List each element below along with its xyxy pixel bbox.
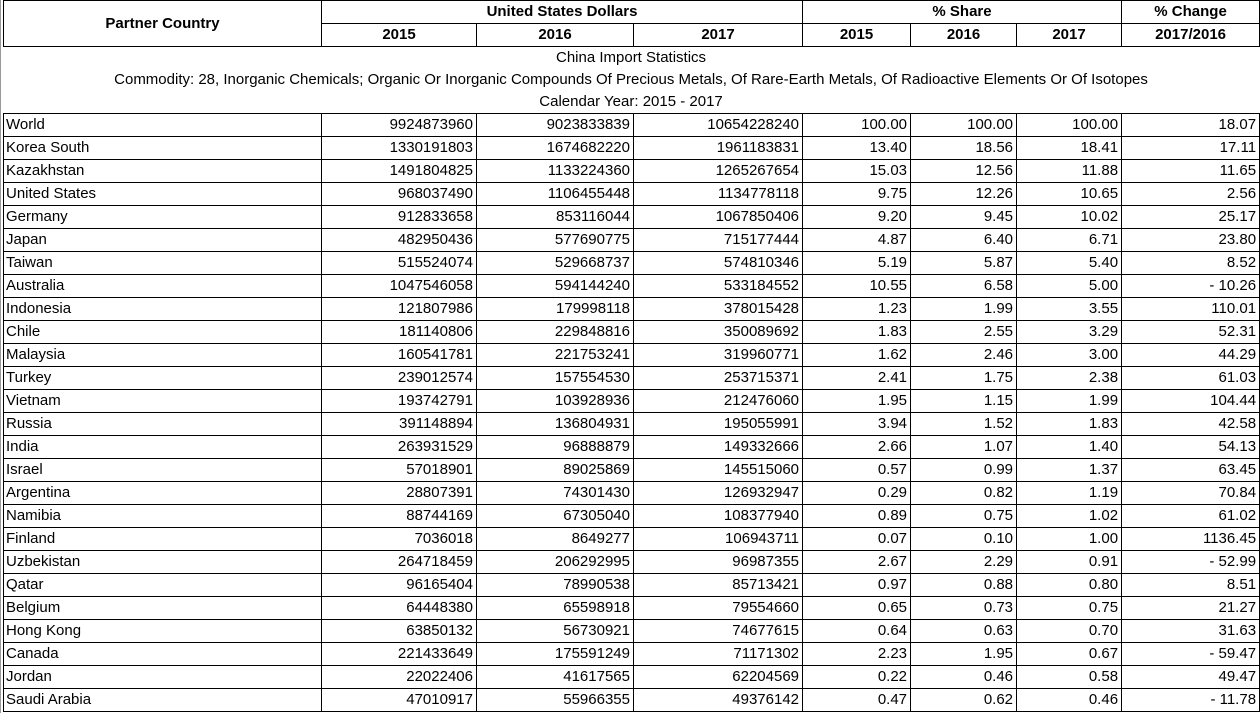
usd-2015-cell[interactable]: 968037490 bbox=[322, 183, 477, 206]
share-2017-cell[interactable]: 5.00 bbox=[1017, 275, 1122, 298]
country-cell[interactable]: India bbox=[4, 436, 322, 459]
change-cell[interactable]: - 11.78 bbox=[1122, 689, 1260, 712]
usd-2017-cell[interactable]: 1134778118 bbox=[634, 183, 803, 206]
usd-2017-cell[interactable]: 378015428 bbox=[634, 298, 803, 321]
usd-2015-cell[interactable]: 1491804825 bbox=[322, 160, 477, 183]
table-row bbox=[4, 206, 1260, 229]
table-row bbox=[4, 459, 1260, 482]
share-2016-cell[interactable]: 1.75 bbox=[911, 367, 1017, 390]
usd-2016-header[interactable]: 2016 bbox=[477, 24, 634, 47]
share-2015-cell[interactable]: 3.94 bbox=[803, 413, 911, 436]
share-2016-cell[interactable]: 0.73 bbox=[911, 597, 1017, 620]
usd-2015-cell[interactable]: 160541781 bbox=[322, 344, 477, 367]
table-row bbox=[4, 160, 1260, 183]
table-row bbox=[4, 344, 1260, 367]
table-row bbox=[4, 252, 1260, 275]
share-2015-cell[interactable]: 100.00 bbox=[803, 114, 911, 137]
usd-2017-cell[interactable]: 1961183831 bbox=[634, 137, 803, 160]
change-cell[interactable]: 104.44 bbox=[1122, 390, 1260, 413]
usd-2015-cell[interactable]: 912833658 bbox=[322, 206, 477, 229]
share-2015-cell[interactable]: 2.66 bbox=[803, 436, 911, 459]
share-2017-cell[interactable]: 0.46 bbox=[1017, 689, 1122, 712]
usd-2017-cell[interactable]: 62204569 bbox=[634, 666, 803, 689]
country-cell[interactable]: Argentina bbox=[4, 482, 322, 505]
change-cell[interactable]: 52.31 bbox=[1122, 321, 1260, 344]
usd-2017-cell[interactable]: 106943711 bbox=[634, 528, 803, 551]
usd-2015-cell[interactable]: 63850132 bbox=[322, 620, 477, 643]
share-2017-cell[interactable]: 1.19 bbox=[1017, 482, 1122, 505]
table-row bbox=[4, 229, 1260, 252]
report-title: China Import Statistics bbox=[555, 49, 707, 66]
share-2017-cell[interactable]: 18.41 bbox=[1017, 137, 1122, 160]
share-2017-cell[interactable]: 0.70 bbox=[1017, 620, 1122, 643]
share-2016-cell[interactable]: 12.26 bbox=[911, 183, 1017, 206]
share-2016-cell[interactable]: 1.99 bbox=[911, 298, 1017, 321]
share-2015-cell[interactable]: 1.23 bbox=[803, 298, 911, 321]
share-2016-cell[interactable]: 18.56 bbox=[911, 137, 1017, 160]
usd-2016-cell[interactable]: 65598918 bbox=[477, 597, 634, 620]
usd-2016-cell[interactable]: 74301430 bbox=[477, 482, 634, 505]
table-row bbox=[4, 275, 1260, 298]
usd-2017-cell[interactable]: 715177444 bbox=[634, 229, 803, 252]
share-2015-cell[interactable]: 0.57 bbox=[803, 459, 911, 482]
change-cell[interactable]: 8.51 bbox=[1122, 574, 1260, 597]
share-2017-cell[interactable]: 3.55 bbox=[1017, 298, 1122, 321]
usd-2017-cell[interactable]: 108377940 bbox=[634, 505, 803, 528]
share-2017-cell[interactable]: 0.75 bbox=[1017, 597, 1122, 620]
share-2015-cell[interactable]: 5.19 bbox=[803, 252, 911, 275]
table-row bbox=[4, 574, 1260, 597]
country-cell[interactable]: Kazakhstan bbox=[4, 160, 322, 183]
usd-2017-cell[interactable]: 319960771 bbox=[634, 344, 803, 367]
usd-2017-cell[interactable]: 574810346 bbox=[634, 252, 803, 275]
country-cell[interactable]: Belgium bbox=[4, 597, 322, 620]
country-cell[interactable]: Malaysia bbox=[4, 344, 322, 367]
usd-2016-cell[interactable]: 1133224360 bbox=[477, 160, 634, 183]
country-cell[interactable]: Chile bbox=[4, 321, 322, 344]
change-cell[interactable]: 61.03 bbox=[1122, 367, 1260, 390]
country-cell[interactable]: Korea South bbox=[4, 137, 322, 160]
country-cell[interactable]: Israel bbox=[4, 459, 322, 482]
change-cell[interactable]: 23.80 bbox=[1122, 229, 1260, 252]
country-cell[interactable]: World bbox=[4, 114, 322, 137]
share-2016-cell[interactable]: 0.10 bbox=[911, 528, 1017, 551]
usd-2017-cell[interactable]: 71171302 bbox=[634, 643, 803, 666]
change-cell[interactable]: 49.47 bbox=[1122, 666, 1260, 689]
usd-2015-cell[interactable]: 7036018 bbox=[322, 528, 477, 551]
share-2017-cell[interactable]: 2.38 bbox=[1017, 367, 1122, 390]
share-2016-cell[interactable]: 1.07 bbox=[911, 436, 1017, 459]
usd-2016-cell[interactable]: 179998118 bbox=[477, 298, 634, 321]
import-statistics-table bbox=[3, 0, 1260, 712]
country-cell[interactable]: Canada bbox=[4, 643, 322, 666]
usd-2016-cell[interactable]: 594144240 bbox=[477, 275, 634, 298]
share-2016-cell[interactable]: 9.45 bbox=[911, 206, 1017, 229]
usd-2015-cell[interactable]: 64448380 bbox=[322, 597, 477, 620]
share-2015-cell[interactable]: 2.67 bbox=[803, 551, 911, 574]
change-cell[interactable]: 44.29 bbox=[1122, 344, 1260, 367]
share-2016-cell[interactable]: 6.58 bbox=[911, 275, 1017, 298]
usd-2015-header[interactable]: 2015 bbox=[322, 24, 477, 47]
country-cell[interactable]: Qatar bbox=[4, 574, 322, 597]
sheet-edge bbox=[0, 0, 1, 713]
share-2015-cell[interactable]: 13.40 bbox=[803, 137, 911, 160]
usd-2017-cell[interactable]: 74677615 bbox=[634, 620, 803, 643]
change-cell[interactable]: 1136.45 bbox=[1122, 528, 1260, 551]
share-2016-cell[interactable]: 0.99 bbox=[911, 459, 1017, 482]
usd-2017-cell[interactable]: 195055991 bbox=[634, 413, 803, 436]
share-2015-cell[interactable]: 2.23 bbox=[803, 643, 911, 666]
usd-2016-cell[interactable]: 229848816 bbox=[477, 321, 634, 344]
table-row bbox=[4, 413, 1260, 436]
change-cell[interactable]: 42.58 bbox=[1122, 413, 1260, 436]
usd-2015-cell[interactable]: 263931529 bbox=[322, 436, 477, 459]
table-row bbox=[4, 505, 1260, 528]
usd-2016-cell[interactable]: 577690775 bbox=[477, 229, 634, 252]
usd-2015-cell[interactable]: 264718459 bbox=[322, 551, 477, 574]
calendar-year-line: Calendar Year: 2015 - 2017 bbox=[4, 91, 1260, 114]
country-cell[interactable]: Taiwan bbox=[4, 252, 322, 275]
change-cell[interactable]: 70.84 bbox=[1122, 482, 1260, 505]
usd-2016-cell[interactable]: 96888879 bbox=[477, 436, 634, 459]
change-cell[interactable]: 11.65 bbox=[1122, 160, 1260, 183]
share-2016-cell[interactable]: 0.46 bbox=[911, 666, 1017, 689]
usd-2015-cell[interactable]: 28807391 bbox=[322, 482, 477, 505]
usd-2016-cell[interactable]: 529668737 bbox=[477, 252, 634, 275]
share-2016-header[interactable]: 2016 bbox=[911, 24, 1017, 47]
usd-2017-cell[interactable]: 1265267654 bbox=[634, 160, 803, 183]
share-2017-cell[interactable]: 1.37 bbox=[1017, 459, 1122, 482]
table-row bbox=[4, 666, 1260, 689]
table-row bbox=[4, 137, 1260, 160]
usd-2016-cell[interactable]: 1106455448 bbox=[477, 183, 634, 206]
usd-2016-cell[interactable]: 89025869 bbox=[477, 459, 634, 482]
share-2015-cell[interactable]: 0.29 bbox=[803, 482, 911, 505]
share-2017-cell[interactable]: 6.71 bbox=[1017, 229, 1122, 252]
change-cell[interactable]: 18.07 bbox=[1122, 114, 1260, 137]
usd-2015-cell[interactable]: 88744169 bbox=[322, 505, 477, 528]
share-2015-cell[interactable]: 4.87 bbox=[803, 229, 911, 252]
usd-2015-cell[interactable]: 9924873960 bbox=[322, 114, 477, 137]
share-2015-cell[interactable]: 0.89 bbox=[803, 505, 911, 528]
share-2016-cell[interactable]: 100.00 bbox=[911, 114, 1017, 137]
country-cell[interactable]: Hong Kong bbox=[4, 620, 322, 643]
share-2017-cell[interactable]: 1.40 bbox=[1017, 436, 1122, 459]
usd-2017-cell[interactable]: 96987355 bbox=[634, 551, 803, 574]
share-2015-cell[interactable]: 0.64 bbox=[803, 620, 911, 643]
share-2017-cell[interactable]: 0.80 bbox=[1017, 574, 1122, 597]
share-2017-cell[interactable]: 11.88 bbox=[1017, 160, 1122, 183]
share-2016-cell[interactable]: 0.82 bbox=[911, 482, 1017, 505]
table-row bbox=[4, 183, 1260, 206]
share-2015-cell[interactable]: 0.97 bbox=[803, 574, 911, 597]
column-headers bbox=[4, 1, 1260, 47]
usd-2017-cell[interactable]: 79554660 bbox=[634, 597, 803, 620]
commodity-line: Commodity: 28, Inorganic Chemicals; Organic Or Inorganic Compounds Of Precious Metals, Of Rare-Earth Metals, Of Radioactive Elements Or Of Isotopes bbox=[114, 71, 1148, 88]
usd-2015-cell[interactable]: 193742791 bbox=[322, 390, 477, 413]
partner-country-header[interactable]: Partner Country bbox=[4, 1, 322, 47]
change-cell[interactable]: 110.01 bbox=[1122, 298, 1260, 321]
country-cell[interactable]: Vietnam bbox=[4, 390, 322, 413]
usd-2016-cell[interactable]: 175591249 bbox=[477, 643, 634, 666]
country-cell[interactable]: Turkey bbox=[4, 367, 322, 390]
table-row bbox=[4, 689, 1260, 712]
table-row bbox=[4, 298, 1260, 321]
share-2015-cell[interactable]: 1.95 bbox=[803, 390, 911, 413]
usd-2015-cell[interactable]: 47010917 bbox=[322, 689, 477, 712]
change-period-header[interactable]: 2017/2016 bbox=[1122, 24, 1260, 47]
change-cell[interactable]: 21.27 bbox=[1122, 597, 1260, 620]
table-row bbox=[4, 482, 1260, 505]
country-cell[interactable]: Namibia bbox=[4, 505, 322, 528]
usd-2016-cell[interactable]: 78990538 bbox=[477, 574, 634, 597]
change-cell[interactable]: - 59.47 bbox=[1122, 643, 1260, 666]
share-2016-cell[interactable]: 5.87 bbox=[911, 252, 1017, 275]
country-cell[interactable]: Saudi Arabia bbox=[4, 689, 322, 712]
share-2015-cell[interactable]: 9.75 bbox=[803, 183, 911, 206]
share-2015-cell[interactable]: 0.65 bbox=[803, 597, 911, 620]
usd-2017-cell[interactable]: 149332666 bbox=[634, 436, 803, 459]
table-row bbox=[4, 390, 1260, 413]
table-row bbox=[4, 114, 1260, 137]
table-row bbox=[4, 620, 1260, 643]
share-2017-cell[interactable]: 1.00 bbox=[1017, 528, 1122, 551]
table-row bbox=[4, 528, 1260, 551]
change-cell[interactable]: 25.17 bbox=[1122, 206, 1260, 229]
share-2017-cell[interactable]: 0.58 bbox=[1017, 666, 1122, 689]
share-2015-cell[interactable]: 15.03 bbox=[803, 160, 911, 183]
usd-2017-cell[interactable]: 350089692 bbox=[634, 321, 803, 344]
share-2017-cell[interactable]: 0.67 bbox=[1017, 643, 1122, 666]
usd-2016-cell[interactable]: 221753241 bbox=[477, 344, 634, 367]
usd-2017-cell[interactable]: 49376142 bbox=[634, 689, 803, 712]
share-2016-cell[interactable]: 0.62 bbox=[911, 689, 1017, 712]
usd-group-header[interactable]: United States Dollars bbox=[322, 1, 803, 24]
usd-2015-cell[interactable]: 22022406 bbox=[322, 666, 477, 689]
share-2016-cell[interactable]: 2.29 bbox=[911, 551, 1017, 574]
country-cell[interactable]: Jordan bbox=[4, 666, 322, 689]
usd-2017-header[interactable]: 2017 bbox=[634, 24, 803, 47]
share-2016-cell[interactable]: 2.46 bbox=[911, 344, 1017, 367]
table-row bbox=[4, 643, 1260, 666]
usd-2016-cell[interactable]: 1674682220 bbox=[477, 137, 634, 160]
table-row bbox=[4, 321, 1260, 344]
share-group-header[interactable]: % Share bbox=[803, 1, 1122, 24]
share-2015-cell[interactable]: 1.62 bbox=[803, 344, 911, 367]
change-cell[interactable]: - 52.99 bbox=[1122, 551, 1260, 574]
usd-2015-cell[interactable]: 391148894 bbox=[322, 413, 477, 436]
share-2015-cell[interactable]: 0.07 bbox=[803, 528, 911, 551]
country-cell[interactable]: United States bbox=[4, 183, 322, 206]
share-2015-cell[interactable]: 1.83 bbox=[803, 321, 911, 344]
change-group-header[interactable]: % Change bbox=[1122, 1, 1260, 24]
share-2017-cell[interactable]: 1.02 bbox=[1017, 505, 1122, 528]
share-2016-cell[interactable]: 0.88 bbox=[911, 574, 1017, 597]
usd-2017-cell[interactable]: 212476060 bbox=[634, 390, 803, 413]
usd-2015-cell[interactable]: 1330191803 bbox=[322, 137, 477, 160]
share-2017-cell[interactable]: 1.99 bbox=[1017, 390, 1122, 413]
change-cell[interactable]: 8.52 bbox=[1122, 252, 1260, 275]
share-2015-cell[interactable]: 2.41 bbox=[803, 367, 911, 390]
country-cell[interactable]: Australia bbox=[4, 275, 322, 298]
table-row bbox=[4, 551, 1260, 574]
usd-2016-cell[interactable]: 8649277 bbox=[477, 528, 634, 551]
share-2017-cell[interactable]: 0.91 bbox=[1017, 551, 1122, 574]
usd-2016-cell[interactable]: 55966355 bbox=[477, 689, 634, 712]
country-cell[interactable]: Germany bbox=[4, 206, 322, 229]
share-2017-cell[interactable]: 3.00 bbox=[1017, 344, 1122, 367]
share-2016-cell[interactable]: 1.52 bbox=[911, 413, 1017, 436]
table-body bbox=[4, 114, 1260, 712]
share-2017-cell[interactable]: 100.00 bbox=[1017, 114, 1122, 137]
change-cell[interactable]: 61.02 bbox=[1122, 505, 1260, 528]
usd-2016-cell[interactable]: 157554530 bbox=[477, 367, 634, 390]
usd-2015-cell[interactable]: 239012574 bbox=[322, 367, 477, 390]
usd-2016-cell[interactable]: 56730921 bbox=[477, 620, 634, 643]
usd-2017-cell[interactable]: 126932947 bbox=[634, 482, 803, 505]
usd-2015-cell[interactable]: 57018901 bbox=[322, 459, 477, 482]
usd-2016-cell[interactable]: 103928936 bbox=[477, 390, 634, 413]
table-row bbox=[4, 436, 1260, 459]
share-2017-cell[interactable]: 1.83 bbox=[1017, 413, 1122, 436]
usd-2017-cell[interactable]: 533184552 bbox=[634, 275, 803, 298]
share-2017-header[interactable]: 2017 bbox=[1017, 24, 1122, 47]
change-cell[interactable]: 17.11 bbox=[1122, 137, 1260, 160]
usd-2017-cell[interactable]: 1067850406 bbox=[634, 206, 803, 229]
usd-2016-cell[interactable]: 136804931 bbox=[477, 413, 634, 436]
usd-2015-cell[interactable]: 96165404 bbox=[322, 574, 477, 597]
usd-2016-cell[interactable]: 67305040 bbox=[477, 505, 634, 528]
usd-2016-cell[interactable]: 206292995 bbox=[477, 551, 634, 574]
usd-2017-cell[interactable]: 85713421 bbox=[634, 574, 803, 597]
change-cell[interactable]: 2.56 bbox=[1122, 183, 1260, 206]
country-cell[interactable]: Finland bbox=[4, 528, 322, 551]
share-2017-cell[interactable]: 5.40 bbox=[1017, 252, 1122, 275]
change-cell[interactable]: 54.13 bbox=[1122, 436, 1260, 459]
share-2016-cell[interactable]: 0.75 bbox=[911, 505, 1017, 528]
usd-2015-cell[interactable]: 181140806 bbox=[322, 321, 477, 344]
usd-2015-cell[interactable]: 221433649 bbox=[322, 643, 477, 666]
usd-2015-cell[interactable]: 121807986 bbox=[322, 298, 477, 321]
change-cell[interactable]: 31.63 bbox=[1122, 620, 1260, 643]
share-2017-cell[interactable]: 10.02 bbox=[1017, 206, 1122, 229]
share-2015-header[interactable]: 2015 bbox=[803, 24, 911, 47]
share-2015-cell[interactable]: 0.22 bbox=[803, 666, 911, 689]
share-2016-cell[interactable]: 1.95 bbox=[911, 643, 1017, 666]
usd-2016-cell[interactable]: 853116044 bbox=[477, 206, 634, 229]
share-2016-cell[interactable]: 6.40 bbox=[911, 229, 1017, 252]
share-2016-cell[interactable]: 12.56 bbox=[911, 160, 1017, 183]
table-row bbox=[4, 367, 1260, 390]
usd-2015-cell[interactable]: 1047546058 bbox=[322, 275, 477, 298]
usd-2015-cell[interactable]: 482950436 bbox=[322, 229, 477, 252]
share-2016-cell[interactable]: 0.63 bbox=[911, 620, 1017, 643]
usd-2017-cell[interactable]: 253715371 bbox=[634, 367, 803, 390]
share-2017-cell[interactable]: 3.29 bbox=[1017, 321, 1122, 344]
country-cell[interactable]: Russia bbox=[4, 413, 322, 436]
country-cell[interactable]: Uzbekistan bbox=[4, 551, 322, 574]
usd-2015-cell[interactable]: 515524074 bbox=[322, 252, 477, 275]
share-2016-cell[interactable]: 1.15 bbox=[911, 390, 1017, 413]
share-2017-cell[interactable]: 10.65 bbox=[1017, 183, 1122, 206]
change-cell[interactable]: 63.45 bbox=[1122, 459, 1260, 482]
usd-2017-cell[interactable]: 10654228240 bbox=[634, 114, 803, 137]
usd-2016-cell[interactable]: 41617565 bbox=[477, 666, 634, 689]
table-row bbox=[4, 597, 1260, 620]
share-2015-cell[interactable]: 9.20 bbox=[803, 206, 911, 229]
title-block bbox=[4, 47, 1260, 114]
share-2015-cell[interactable]: 10.55 bbox=[803, 275, 911, 298]
usd-2017-cell[interactable]: 145515060 bbox=[634, 459, 803, 482]
share-2015-cell[interactable]: 0.47 bbox=[803, 689, 911, 712]
country-cell[interactable]: Indonesia bbox=[4, 298, 322, 321]
change-cell[interactable]: - 10.26 bbox=[1122, 275, 1260, 298]
country-cell[interactable]: Japan bbox=[4, 229, 322, 252]
share-2016-cell[interactable]: 2.55 bbox=[911, 321, 1017, 344]
usd-2016-cell[interactable]: 9023833839 bbox=[477, 114, 634, 137]
